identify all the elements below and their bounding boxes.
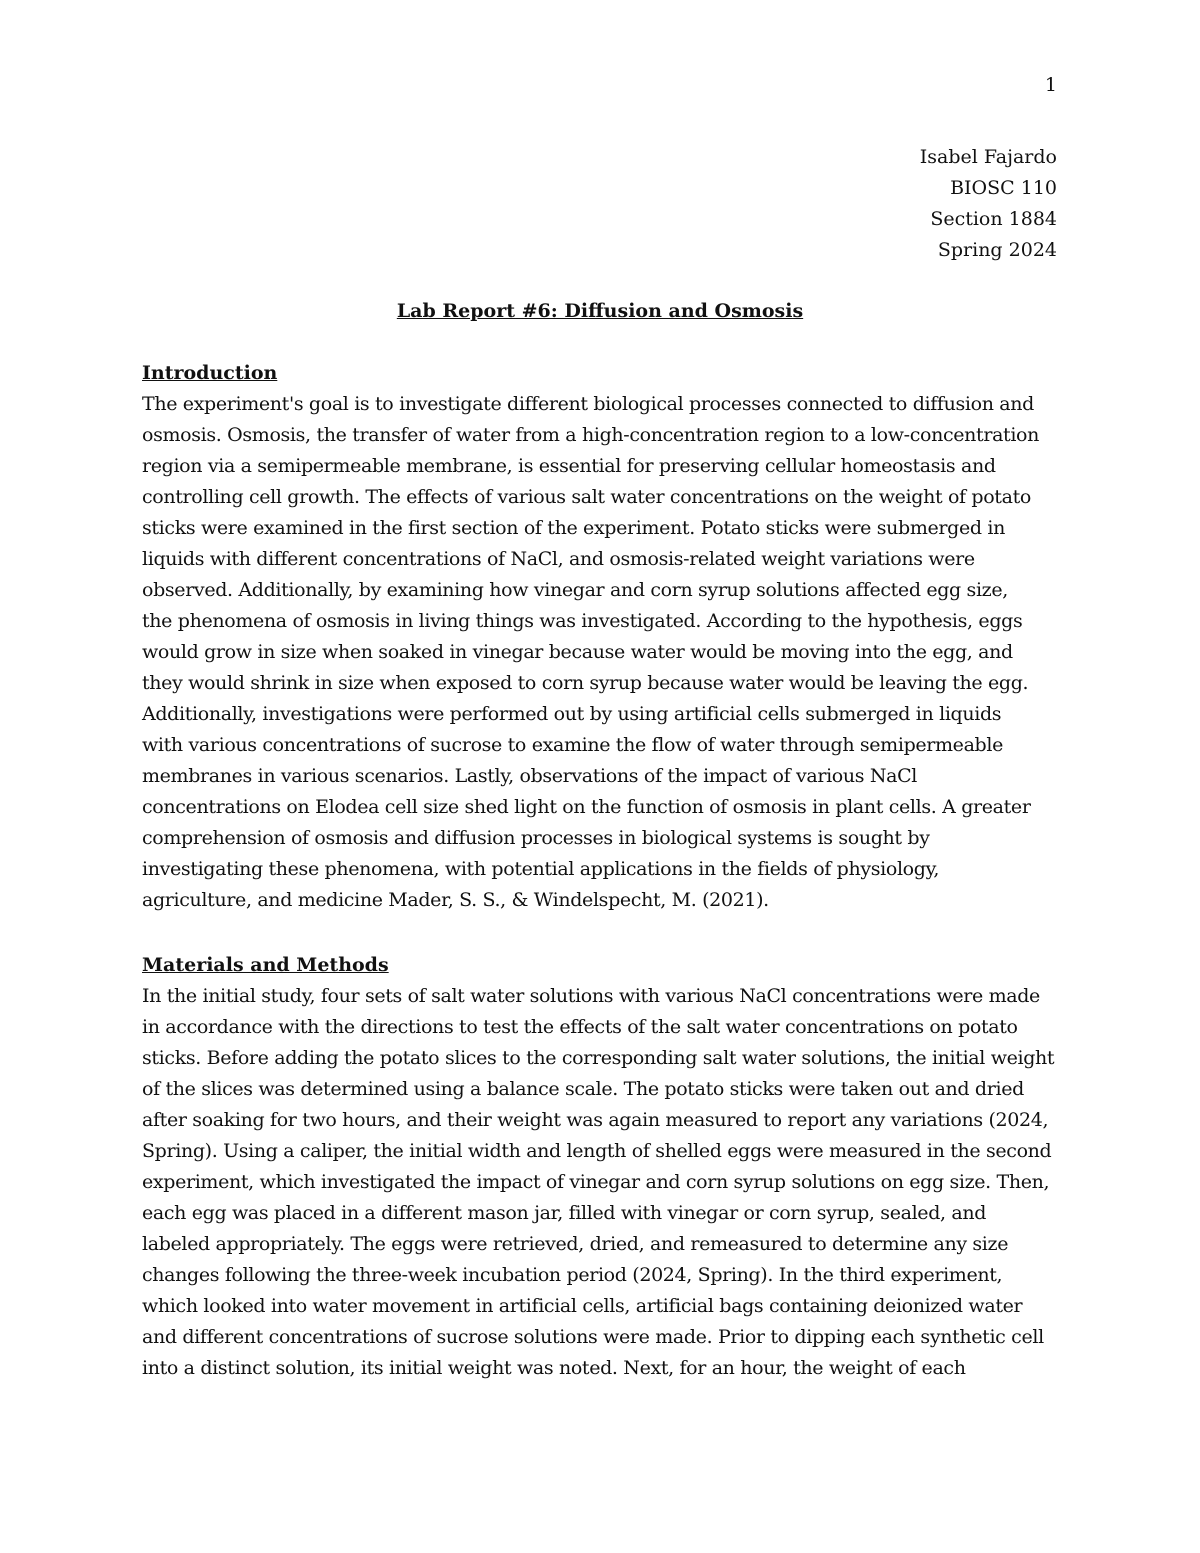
paragraph-line: observed. Additionally, by examining how vinegar and corn syrup solutions affected egg size,: [142, 579, 1008, 601]
paragraph-line: The experiment's goal is to investigate different biological processes connected to diffusion and: [142, 393, 1034, 415]
author-name: Isabel Fajardo: [919, 146, 1057, 168]
paragraph-line: in accordance with the directions to test the effects of the salt water concentrations on potato: [142, 1016, 1018, 1038]
course-code: BIOSC 110: [950, 177, 1057, 199]
paragraph-line: sticks were examined in the first section of the experiment. Potato sticks were submerged in: [142, 517, 1005, 539]
paragraph-line: In the initial study, four sets of salt water solutions with various NaCl concentrations were made: [142, 985, 1040, 1007]
report-title: Lab Report #6: Diffusion and Osmosis: [396, 300, 804, 322]
paragraph-line: osmosis. Osmosis, the transfer of water from a high-concentration region to a low-concentration: [142, 424, 1040, 446]
paragraph-line: agriculture, and medicine Mader, S. S., & Windelspecht, M. (2021).: [142, 889, 769, 911]
paragraph-line: and different concentrations of sucrose solutions were made. Prior to dipping each synthetic cell: [142, 1326, 1044, 1348]
term: Spring 2024: [937, 239, 1057, 261]
paragraph-line: controlling cell growth. The effects of various salt water concentrations on the weight of potato: [142, 486, 1031, 508]
introduction-section: [142, 358, 1058, 916]
paragraph-line: Additionally, investigations were performed out by using artificial cells submerged in liquids: [142, 703, 1002, 725]
paragraph-line: investigating these phenomena, with potential applications in the fields of physiology,: [142, 858, 940, 880]
paragraph-line: with various concentrations of sucrose to examine the flow of water through semipermeable: [142, 734, 1003, 756]
paragraph-line: after soaking for two hours, and their weight was again measured to report any variations (2024,: [142, 1109, 1049, 1131]
paragraph-line: concentrations on Elodea cell size shed light on the function of osmosis in plant cells. A greater: [142, 796, 1031, 818]
materials-methods-heading: Materials and Methods: [142, 954, 389, 976]
course-section: Section 1884: [930, 208, 1057, 230]
paragraph-line: comprehension of osmosis and diffusion processes in biological systems is sought by: [142, 827, 930, 849]
paragraph-line: Spring). Using a caliper, the initial width and length of shelled eggs were measured in the second: [142, 1140, 1052, 1162]
paragraph-line: changes following the three-week incubation period (2024, Spring). In the third experiment,: [142, 1264, 1003, 1286]
paragraph-line: liquids with different concentrations of NaCl, and osmosis-related weight variations were: [142, 548, 975, 570]
paragraph-line: of the slices was determined using a balance scale. The potato sticks were taken out and dried: [142, 1078, 1024, 1100]
paragraph-line: each egg was placed in a different mason jar, filled with vinegar or corn syrup, sealed, and: [142, 1202, 987, 1224]
paragraph-line: region via a semipermeable membrane, is essential for preserving cellular homeostasis and: [142, 455, 996, 477]
paragraph-line: would grow in size when soaked in vinegar because water would be moving into the egg, and: [142, 641, 1013, 663]
paragraph-line: sticks. Before adding the potato slices to the corresponding salt water solutions, the initial weight: [142, 1047, 1055, 1069]
paragraph-line: membranes in various scenarios. Lastly, observations of the impact of various NaCl: [142, 765, 918, 787]
paragraph-line: which looked into water movement in artificial cells, artificial bags containing deionized water: [142, 1295, 1023, 1317]
introduction-heading: Introduction: [142, 362, 278, 384]
paragraph-line: labeled appropriately. The eggs were retrieved, dried, and remeasured to determine any size: [142, 1233, 1009, 1255]
paragraph-line: they would shrink in size when exposed to corn syrup because water would be leaving the egg.: [142, 672, 1029, 694]
materials-methods-section: [142, 950, 1058, 1384]
paragraph-line: the phenomena of osmosis in living things was investigated. According to the hypothesis, eggs: [142, 610, 1023, 632]
paragraph-line: experiment, which investigated the impact of vinegar and corn syrup solutions on egg size. Then,: [142, 1171, 1050, 1193]
author-header: [920, 142, 1057, 266]
page-number: 1: [1044, 74, 1057, 96]
paragraph-line: into a distinct solution, its initial weight was noted. Next, for an hour, the weight of each: [142, 1357, 966, 1379]
